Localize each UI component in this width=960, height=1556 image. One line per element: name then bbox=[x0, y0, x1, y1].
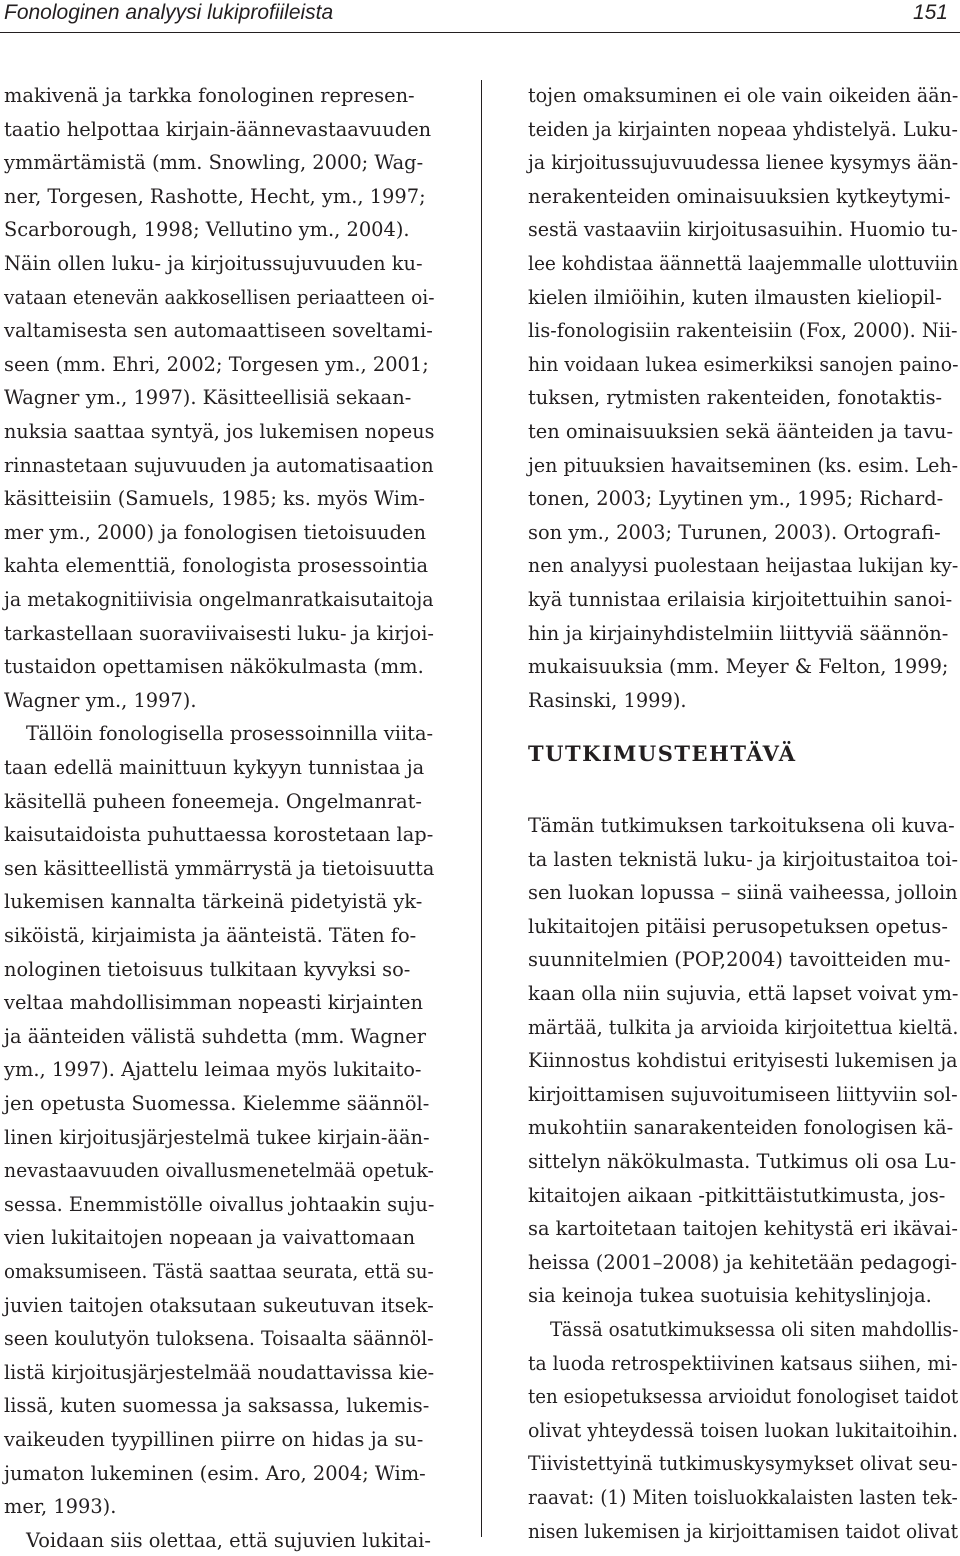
right-text-line: Tässä osatutkimuksessa oli siten mahdollis- bbox=[550, 1318, 959, 1341]
left-text-line: rinnastetaan sujuvuuden ja automatisaation bbox=[4, 453, 434, 477]
right-text-line: ta luoda retrospektiivinen katsaus siihen, mi- bbox=[528, 1351, 958, 1375]
left-text-line: nuksia saattaa syntyä, jos lukemisen nopeus bbox=[4, 420, 435, 443]
left-text-line: ym., 1997). Ajattelu leimaa myös lukitaito- bbox=[4, 1058, 422, 1082]
right-text-line: ten esiopetuksessa arvioidut fonologiset taidot bbox=[528, 1385, 959, 1409]
right-text-line: olivat yhteydessä toisen luokan lukitaitoihin. bbox=[528, 1418, 959, 1442]
right-text-line: hin voidaan lukea esimerkiksi sanojen paino- bbox=[528, 352, 959, 376]
left-text-line: ymmärtämistä (mm. Snowling, 2000; Wag- bbox=[4, 151, 424, 175]
left-text-line: vaikeuden tyypillinen piirre on hidas ja su- bbox=[4, 1428, 424, 1451]
section-heading: TUTKIMUSTEHTÄVÄ bbox=[528, 741, 797, 766]
left-text-line: lukemisen kannalta tärkeinä pidetyistä yk- bbox=[4, 890, 423, 914]
right-text-line: mukohtiin sanarakenteiden fonologisen kä- bbox=[528, 1116, 954, 1140]
left-text-line: Voidaan siis olettaa, että sujuvien lukitai- bbox=[26, 1528, 431, 1552]
left-text-line: kahta elementtiä, fonologista prosessointia bbox=[4, 554, 429, 578]
right-text-line: raavat: (1) Miten toisluokkalaisten lasten tek- bbox=[528, 1486, 958, 1509]
right-text-line: kielen ilmiöihin, kuten ilmausten kieliopil- bbox=[528, 285, 942, 309]
right-text-line: kyä tunnistaa erilaisia kirjoitettuihin sanoi- bbox=[528, 588, 953, 611]
right-text-line: ja kirjoitussujuvuudessa lienee kysymys ään- bbox=[528, 151, 959, 175]
header-rule bbox=[0, 32, 960, 33]
right-text-line: lukitaitojen pitäisi perusopetuksen opetus- bbox=[528, 914, 948, 938]
right-text-line: nerakenteiden ominaisuuksien kytkeytymi- bbox=[528, 184, 951, 208]
right-text-line: hin ja kirjainyhdistelmiin liittyviä säännön- bbox=[528, 621, 949, 645]
left-text-line: lissä, kuten suomessa ja saksassa, lukemis- bbox=[4, 1394, 430, 1418]
right-text-line: tojen omaksuminen ei ole vain oikeiden ään- bbox=[528, 84, 959, 107]
right-text-line: sestä vastaaviin kirjoitusasuihin. Huomio tu- bbox=[528, 218, 958, 242]
right-text-line: ta lasten teknistä luku- ja kirjoitustaitoa toi- bbox=[528, 847, 959, 871]
right-text-line: sen luokan lopussa – siinä vaiheessa, jolloin bbox=[528, 881, 958, 905]
left-text-line: vataan etenevän aakkosellisen periaatteen oi- bbox=[4, 285, 435, 309]
left-text-line: sen käsitteellistä ymmärrystä ja tietoisuutta bbox=[4, 856, 435, 880]
left-text-line: omaksumiseen. Tästä saattaa seurata, että su- bbox=[4, 1260, 434, 1283]
left-text-line: ja äänteiden välistä suhdetta (mm. Wagner bbox=[4, 1024, 426, 1048]
left-text-line: nologinen tietoisuus tulkitaan kyvyksi so- bbox=[4, 957, 411, 981]
left-text-line: Wagner ym., 1997). Käsitteellisiä sekaan- bbox=[4, 386, 412, 410]
left-text-line: Näin ollen luku- ja kirjoitussujuvuuden ku- bbox=[4, 252, 423, 275]
left-text-line: listä kirjoitusjärjestelmää noudattavissa kie- bbox=[4, 1360, 435, 1384]
right-text-line: sia keinoja tukea suotuisia kehityslinjoja. bbox=[528, 1284, 932, 1308]
right-text-line: lee kohdistaa äännettä laajemmalle ulottuviin bbox=[528, 252, 959, 275]
left-text-line: taan edellä mainittuun kykyyn tunnistaa ja bbox=[4, 756, 425, 779]
left-text-line: taatio helpottaa kirjain-äännevastaavuuden bbox=[4, 117, 432, 141]
right-text-line: kaan olla niin sujuvia, että lapset voivat ym- bbox=[528, 982, 959, 1005]
left-text-line: linen kirjoitusjärjestelmä tukee kirjain-ään- bbox=[4, 1125, 430, 1149]
left-text-line: jumaton lukeminen (esim. Aro, 2004; Wim- bbox=[4, 1461, 426, 1485]
right-text-line: ten ominaisuuksien sekä äänteiden ja tavu- bbox=[528, 420, 953, 443]
right-text-line: kitaitojen aikaan -pitkittäistutkimusta, jos- bbox=[528, 1183, 946, 1207]
left-text-line: juvien taitojen otaksutaan sukeutuvan itsek- bbox=[4, 1293, 434, 1317]
left-text-line: kaisutaidoista puhuttaessa korostetaan lap- bbox=[4, 823, 434, 847]
left-text-line: makivenä ja tarkka fonologinen represen- bbox=[4, 84, 415, 107]
right-text-line: kirjoittamisen sujuvoitumiseen liittyviin sol- bbox=[528, 1082, 958, 1106]
page-number: 151 bbox=[912, 1, 948, 24]
left-text-line: veltaa mahdollisimman nopeasti kirjainten bbox=[4, 991, 423, 1015]
left-text-line: mer, 1993). bbox=[4, 1495, 117, 1519]
left-text-line: sessa. Enemmistölle oivallus johtaakin suju- bbox=[4, 1192, 435, 1216]
right-text-line: Rasinski, 1999). bbox=[528, 688, 687, 712]
right-text-line: sa kartoitetaan taitojen kehitystä eri ikävai- bbox=[528, 1217, 958, 1241]
left-text-line: valtamisesta sen automaattiseen soveltami- bbox=[4, 319, 433, 343]
left-text-line: tarkastellaan suoraviivaisesti luku- ja kirjoi- bbox=[4, 621, 434, 645]
right-text-line: nisen lukemisen ja kirjoittamisen taidot olivat bbox=[528, 1519, 959, 1543]
left-text-line: siköistä, kirjaimista ja äänteistä. Täten fo- bbox=[4, 924, 417, 947]
left-text-line: Wagner ym., 1997). bbox=[4, 688, 197, 712]
left-text-line: käsitellä puheen foneemeja. Ongelmanrat- bbox=[4, 789, 422, 813]
right-text-line: suunnitelmien (POP,2004) tavoitteiden mu- bbox=[528, 948, 951, 972]
left-text-line: ja metakognitiivisia ongelmanratkaisutaitoja bbox=[4, 588, 434, 611]
right-text-line: tuksen, rytmisten rakenteiden, fonotaktis- bbox=[528, 386, 943, 410]
left-text-line: vien lukitaitojen nopeaan ja vaivattomaan bbox=[4, 1226, 416, 1250]
right-text-line: jen pituuksien havaitseminen (ks. esim. Leh- bbox=[528, 453, 959, 477]
right-text-line: märtää, tulkita ja arvioida kirjoitettua kieltä. bbox=[528, 1015, 959, 1039]
left-text-line: tustaidon opettamisen näkökulmasta (mm. bbox=[4, 655, 424, 679]
left-text-line: seen (mm. Ehri, 2002; Torgesen ym., 2001; bbox=[4, 352, 429, 376]
left-text-line: seen koulutyön tuloksena. Toisaalta säännöl- bbox=[4, 1327, 434, 1351]
right-text-line: nen analyysi puolestaan heijastaa lukijan ky- bbox=[528, 554, 959, 578]
right-text-line: tonen, 2003; Lyytinen ym., 1995; Richard- bbox=[528, 487, 944, 511]
left-text-line: mer ym., 2000) ja fonologisen tietoisuuden bbox=[4, 520, 426, 544]
right-text-line: Tämän tutkimuksen tarkoituksena oli kuva- bbox=[528, 814, 955, 837]
left-text-line: Tällöin fonologisella prosessoinnilla viita- bbox=[26, 722, 434, 746]
left-text-line: käsitteisiin (Samuels, 1985; ks. myös Wim- bbox=[4, 487, 425, 511]
left-text-line: Scarborough, 1998; Vellutino ym., 2004). bbox=[4, 218, 410, 242]
left-text-line: ner, Torgesen, Rashotte, Hecht, ym., 1997; bbox=[4, 184, 426, 208]
right-text-line: Tiivistettyinä tutkimuskysymykset olivat seu- bbox=[528, 1452, 958, 1476]
left-text-line: nevastaavuuden oivallusmenetelmää opetuk- bbox=[4, 1159, 434, 1183]
right-text-line: heissa (2001–2008) ja kehitetään pedagogi- bbox=[528, 1250, 958, 1274]
right-text-line: lis-fonologisiin rakenteisiin (Fox, 2000). Nii- bbox=[528, 319, 958, 343]
right-text-line: son ym., 2003; Turunen, 2003). Ortografi- bbox=[528, 520, 941, 544]
running-title: Fonologinen analyysi lukiprofiileista bbox=[4, 1, 334, 24]
right-text-line: teiden ja kirjainten nopeaa yhdistelyä. Luku- bbox=[528, 117, 958, 141]
right-text-line: Kiinnostus kohdistui erityisesti lukemisen ja bbox=[528, 1049, 958, 1073]
right-text-line: mukaisuuksia (mm. Meyer & Felton, 1999; bbox=[528, 655, 949, 679]
column-divider bbox=[481, 80, 482, 1537]
running-header bbox=[0, 0, 960, 30]
left-text-line: jen opetusta Suomessa. Kielemme säännöl- bbox=[4, 1092, 430, 1115]
right-text-line: sittelyn näkökulmasta. Tutkimus oli osa Lu- bbox=[528, 1150, 957, 1173]
